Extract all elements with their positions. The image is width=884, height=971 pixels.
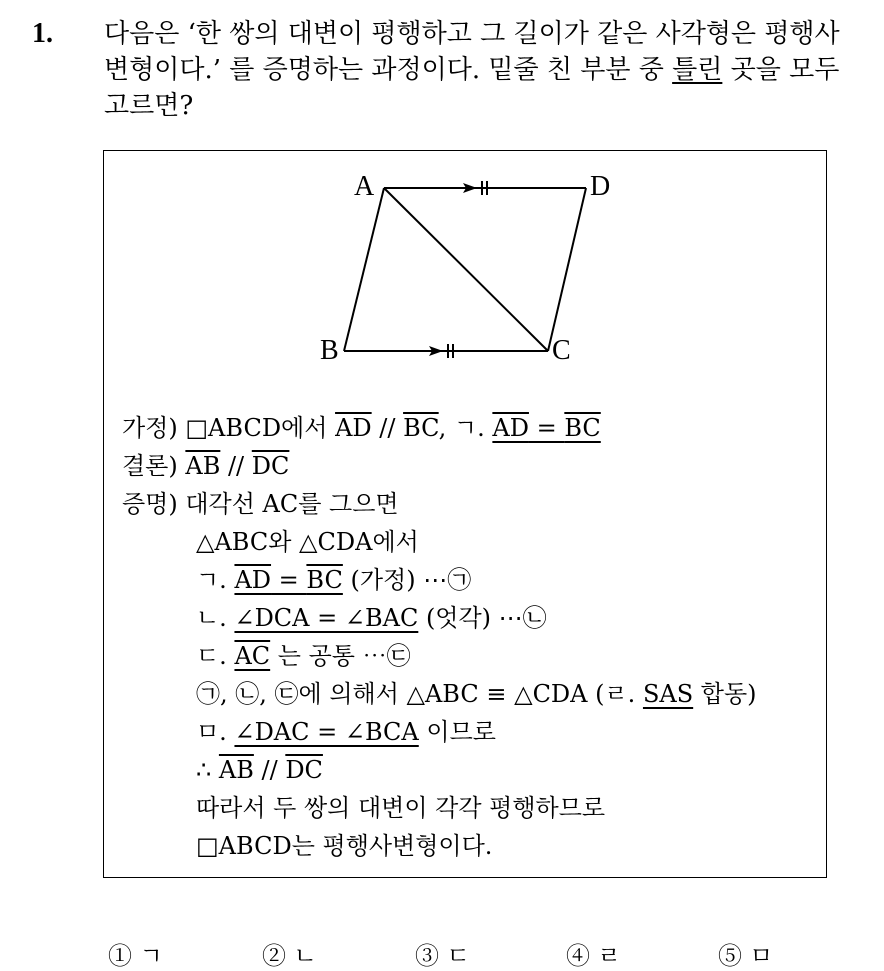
segment-dc: $\overline{DC}$ [251,452,290,480]
proof-hypothesis [122,409,757,447]
marker-mieum: ㅁ. [196,718,235,746]
proof-step-mieum [122,713,757,751]
choice-1[interactable]: ① ㄱ [108,942,163,970]
proof-line-12: □ABCD는 평행사변형이다. [196,832,493,860]
underlined-sas: SAS [642,680,694,708]
marker-nieun: ㄴ. [196,604,235,632]
segment-bc: BC [306,566,343,594]
vertex-label-b: B [320,335,339,366]
marker-giyeok: , ㄱ. [438,414,493,442]
therefore-sign: ∴ [196,756,219,784]
proof-conclusion [122,447,757,485]
hypothesis-label: 가정) □ABCD에서 [122,414,336,442]
question-line-2 [104,52,874,88]
congruence-end: 합동) [693,680,757,708]
marker-digeut: ㄷ. [196,642,235,670]
question-line-2-end: 곳을 모두 [722,55,840,85]
proof-step-rieul [122,675,757,713]
reason-text: 는 공통 ⋯㉢ [270,642,411,670]
question-line-2-start: 변형이다.’ 를 증명하는 과정이다. 밑줄 친 부분 중 [104,55,673,85]
underlined-ad-eq-bc [492,414,600,442]
proof-box [103,150,827,878]
underlined-word: 틀린 [672,55,723,85]
vertex-label-c: C [552,335,571,366]
vertex-label-d: D [590,171,611,202]
question-line-1: 다음은 ‘한 쌍의 대변이 평행하고 그 길이가 같은 사각형은 평행사 [104,19,840,49]
congruence-text: ㉠, ㉡, ㉢에 의해서 △ABC ≡ △CDA (ㄹ. [196,680,643,708]
reason-text: (엇각) ⋯㉡ [418,604,547,632]
question-line-3: 고르면? [104,91,194,121]
segment-ad: AD [492,414,529,442]
segment-ab: $\overline{AB}$ [218,756,254,784]
equals-sign: = [271,566,307,594]
side-ab [344,188,384,351]
conclusion-label: 결론) [122,452,186,480]
proof-text [122,409,757,865]
parallel-sign: // [220,452,252,480]
choice-5[interactable]: ⑤ ㅁ [718,942,773,970]
proof-therefore [122,751,757,789]
segment-bc: BC [564,414,601,442]
reason-text: 이므로 [418,718,496,746]
segment-bc: $\overline{BC}$ [403,414,439,442]
underlined-angle-equality: ∠DAC = ∠BCA [234,718,419,746]
choice-3[interactable]: ③ ㄷ [415,942,470,970]
segment-ad: AD [234,566,272,594]
proof-triangles: △ABC와 △CDA에서 [196,528,419,556]
underlined-angle-equality: ∠DCA = ∠BAC [234,604,419,632]
equals-sign: = [528,414,565,442]
question-text [104,16,874,124]
question-number: 1. [32,18,53,49]
marker-giyeok: ㄱ. [196,566,235,594]
side-dc [548,188,586,351]
proof-line-11: 따라서 두 쌍의 대변이 각각 평행하므로 [196,794,606,822]
segment-ad: $\overline{AD}$ [335,414,372,442]
proof-step-digeut [122,637,757,675]
diagonal-ac [384,188,548,351]
proof-start: 증명) 대각선 AC를 그으면 [122,490,399,518]
choice-2[interactable]: ② ㄴ [262,942,317,970]
underlined-ad-eq-bc [234,566,342,594]
parallelogram-figure [104,151,828,401]
parallel-sign: // [253,756,286,784]
segment-ab: $\overline{AB}$ [185,452,221,480]
segment-dc: $\overline{DC}$ [285,756,323,784]
choice-4[interactable]: ④ ㄹ [566,942,621,970]
reason-text: (가정) ⋯㉠ [342,566,472,594]
proof-step-nieun [122,599,757,637]
proof-step-giyeok [122,561,757,599]
parallel-sign: // [371,414,404,442]
segment-ac: AC [234,642,271,670]
vertex-label-a: A [354,171,375,202]
